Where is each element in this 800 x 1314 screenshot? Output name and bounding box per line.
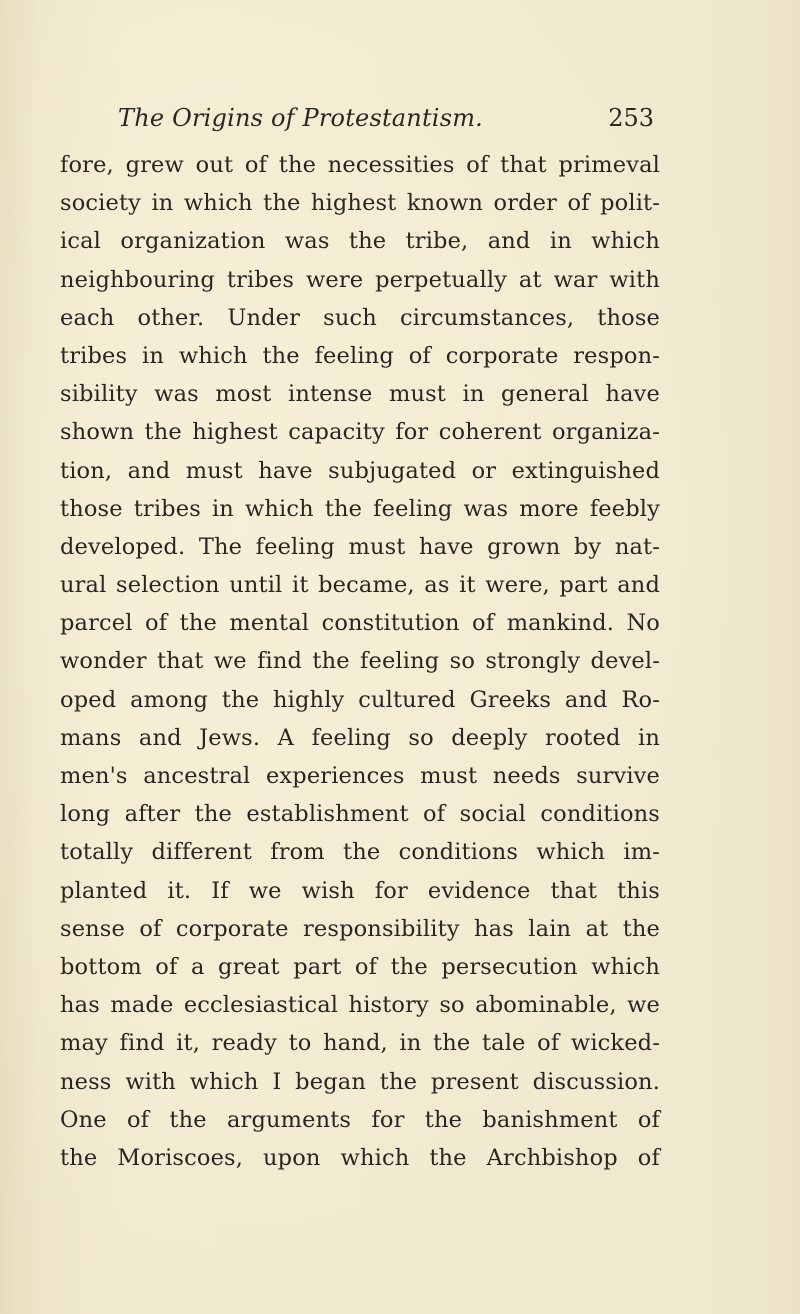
text-line: wonder that we find the feeling so strongly devel-: [60, 648, 660, 675]
text-line: tribes in which the feeling of corporate respon-: [60, 342, 660, 369]
text-line: ical organization was the tribe, and in which: [60, 228, 660, 255]
text-line: each other. Under such circumstances, those: [60, 304, 660, 331]
running-head: [118, 104, 654, 144]
text-line: the Moriscoes, upon which the Archbishop of: [60, 1144, 660, 1171]
text-line: sibility was most intense must in general have: [60, 381, 660, 408]
text-line: totally different from the conditions which im-: [60, 839, 660, 866]
text-line: parcel of the mental constitution of mankind. No: [60, 610, 660, 637]
text-line: may find it, ready to hand, in the tale of wicked-: [60, 1030, 660, 1057]
text-line: developed. The feeling must have grown by nat-: [60, 533, 660, 560]
text-line: society in which the highest known order of polit-: [60, 190, 660, 217]
text-line: has made ecclesiastical history so abominable, we: [60, 992, 660, 1019]
text-line: ural selection until it became, as it were, part and: [60, 572, 660, 599]
running-title: The Origins of Protestantism.: [118, 104, 483, 132]
text-line: ness with which I began the present discussion.: [60, 1068, 660, 1095]
text-line: tion, and must have subjugated or extinguished: [60, 457, 660, 484]
text-line: neighbouring tribes were perpetually at war with: [60, 266, 660, 293]
text-line: oped among the highly cultured Greeks and Ro-: [60, 686, 660, 713]
text-line: fore, grew out of the necessities of that primeval: [60, 152, 660, 178]
body-text: [60, 146, 660, 1177]
text-line: bottom of a great part of the persecution which: [60, 953, 660, 980]
text-line: One of the arguments for the banishment of: [60, 1106, 660, 1133]
text-line: sense of corporate responsibility has lain at the: [60, 915, 660, 942]
text-line: men's ancestral experiences must needs survive: [60, 763, 660, 789]
page-number: 253: [608, 104, 654, 132]
text-line: planted it. If we wish for evidence that this: [60, 877, 660, 904]
text-line: mans and Jews. A feeling so deeply rooted in: [60, 724, 660, 751]
text-line: shown the highest capacity for coherent organiza-: [60, 419, 660, 446]
text-line: long after the establishment of social conditions: [60, 801, 660, 828]
text-line: those tribes in which the feeling was more feebly: [60, 495, 660, 522]
